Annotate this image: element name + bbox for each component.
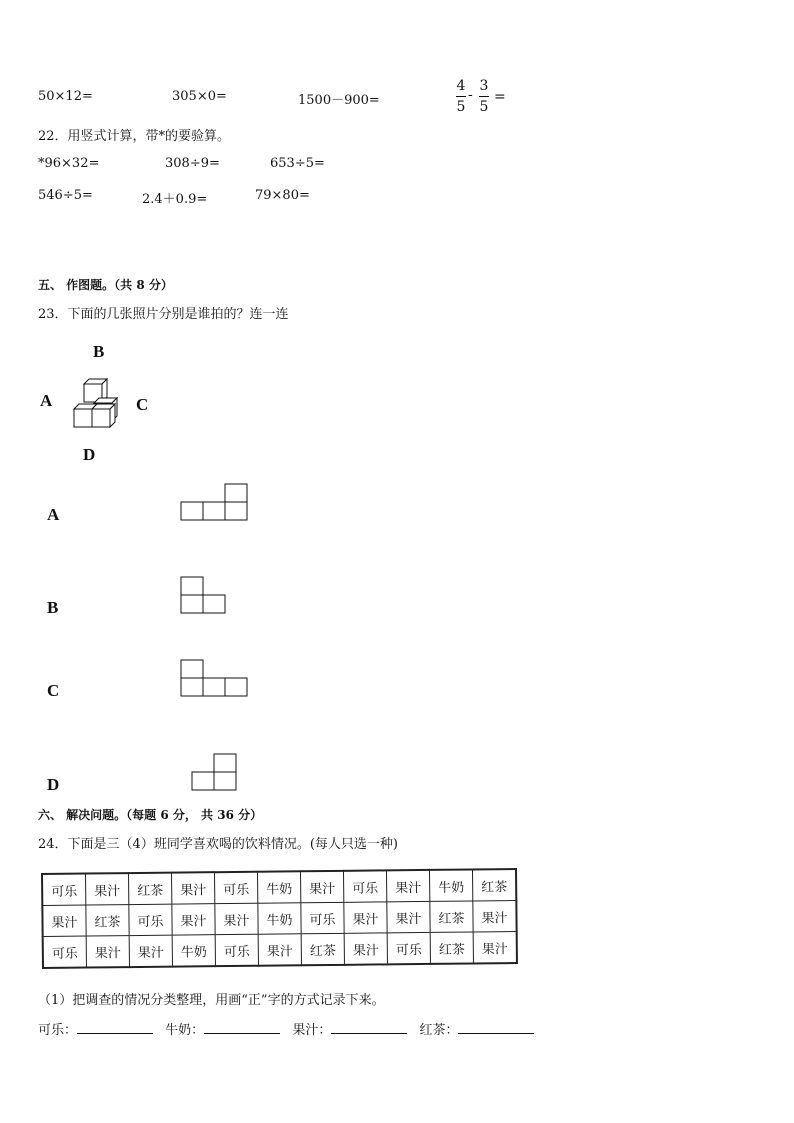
table-cell: 果汁 bbox=[172, 872, 215, 904]
table-cell: 可乐 bbox=[129, 904, 172, 935]
fraction-operator: - bbox=[468, 87, 473, 103]
table-cell: 牛奶 bbox=[172, 935, 215, 967]
fraction-a-numerator: 4 bbox=[456, 78, 466, 94]
q22-item: 2.4＋0.9= bbox=[142, 192, 208, 207]
q22-item: 546÷5= bbox=[38, 188, 93, 203]
fill-blank-milk[interactable] bbox=[204, 1021, 280, 1034]
view-label-b: B bbox=[47, 598, 59, 617]
section-5-heading: 五、 作图题。（共 8 分） bbox=[38, 278, 173, 292]
table-cell: 果汁 bbox=[42, 905, 86, 936]
viewer-label-d: D bbox=[83, 445, 96, 464]
table-cell: 牛奶 bbox=[429, 869, 472, 901]
fill-blank-cola[interactable] bbox=[77, 1021, 153, 1034]
table-cell: 果汁 bbox=[344, 933, 387, 965]
table-row bbox=[42, 869, 516, 905]
tally-fill-row bbox=[38, 1019, 542, 1038]
view-c-grid bbox=[180, 658, 250, 698]
section-6-heading: 六、 解决问题。（每题 6 分， 共 36 分） bbox=[38, 808, 263, 822]
fill-label-juice: 果汁： bbox=[292, 1023, 332, 1038]
view-label-d: D bbox=[47, 775, 60, 794]
table-cell: 红茶 bbox=[129, 873, 172, 905]
view-label-c: C bbox=[47, 681, 60, 700]
fill-label-cola: 可乐： bbox=[38, 1023, 78, 1038]
table-cell: 果汁 bbox=[215, 903, 258, 934]
table-cell: 可乐 bbox=[387, 932, 430, 964]
fill-blank-tea[interactable] bbox=[458, 1021, 534, 1034]
table-cell: 果汁 bbox=[258, 934, 301, 966]
table-cell: 红茶 bbox=[430, 932, 473, 964]
table-cell: 果汁 bbox=[86, 873, 129, 905]
q22-title: 22．用竖式计算，带*的要验算。 bbox=[38, 129, 231, 144]
table-cell: 红茶 bbox=[472, 869, 516, 901]
fraction-b-numerator: 3 bbox=[479, 78, 489, 94]
fraction-b-denominator: 5 bbox=[479, 99, 489, 115]
fraction-b bbox=[477, 77, 491, 116]
viewer-label-b: B bbox=[93, 342, 105, 361]
fraction-a bbox=[454, 77, 468, 116]
table-cell: 果汁 bbox=[473, 932, 517, 964]
view-b-grid bbox=[180, 575, 228, 615]
table-row bbox=[43, 932, 517, 968]
table-cell: 可乐 bbox=[343, 870, 386, 902]
calc-item: 305×0= bbox=[172, 89, 227, 104]
q23-title: 23．下面的几张照片分别是谁拍的？连一连 bbox=[38, 307, 289, 322]
fill-blank-juice[interactable] bbox=[331, 1021, 407, 1034]
table-cell: 牛奶 bbox=[257, 871, 300, 903]
calc-item: 50×12= bbox=[38, 89, 93, 104]
table-cell: 果汁 bbox=[344, 902, 387, 933]
table-cell: 可乐 bbox=[215, 934, 258, 966]
q22-item: 653÷5= bbox=[270, 156, 325, 171]
table-cell: 果汁 bbox=[473, 901, 517, 932]
table-cell: 红茶 bbox=[430, 901, 473, 932]
table-cell: 可乐 bbox=[43, 936, 87, 968]
q24-title: 24．下面是三（4）班同学喜欢喝的饮料情况。(每人只选一种) bbox=[38, 837, 398, 852]
q22-item: 79×80= bbox=[255, 188, 310, 203]
q22-item: *96×32= bbox=[38, 156, 100, 171]
viewer-label-a: A bbox=[40, 391, 53, 410]
view-d-grid bbox=[191, 752, 239, 792]
view-a-grid bbox=[180, 482, 250, 522]
table-cell: 果汁 bbox=[86, 936, 129, 968]
view-label-a: A bbox=[47, 505, 60, 524]
calc-item: 1500－900= bbox=[298, 93, 380, 108]
table-cell: 牛奶 bbox=[258, 903, 301, 934]
viewer-label-c: C bbox=[136, 395, 149, 414]
table-cell: 可乐 bbox=[215, 872, 258, 904]
table-cell: 可乐 bbox=[301, 902, 344, 933]
table-row bbox=[42, 901, 516, 937]
fraction-a-denominator: 5 bbox=[456, 99, 466, 115]
fraction-equals: = bbox=[494, 89, 506, 105]
beverage-survey-table bbox=[41, 868, 518, 969]
fill-label-tea: 红茶： bbox=[419, 1023, 459, 1038]
table-cell: 红茶 bbox=[301, 933, 344, 965]
table-cell: 果汁 bbox=[172, 904, 215, 935]
table-cell: 果汁 bbox=[129, 935, 172, 967]
q24-sub1: （1）把调查的情况分类整理，用画“正”字的方式记录下来。 bbox=[38, 993, 385, 1008]
table-cell: 果汁 bbox=[386, 870, 429, 902]
table-cell: 果汁 bbox=[387, 901, 430, 932]
table-cell: 红茶 bbox=[86, 905, 129, 936]
fill-label-milk: 牛奶： bbox=[165, 1023, 205, 1038]
q22-item: 308÷9= bbox=[165, 156, 220, 171]
table-cell: 可乐 bbox=[42, 874, 86, 906]
cube-stack-figure bbox=[70, 376, 122, 432]
table-cell: 果汁 bbox=[300, 871, 343, 903]
